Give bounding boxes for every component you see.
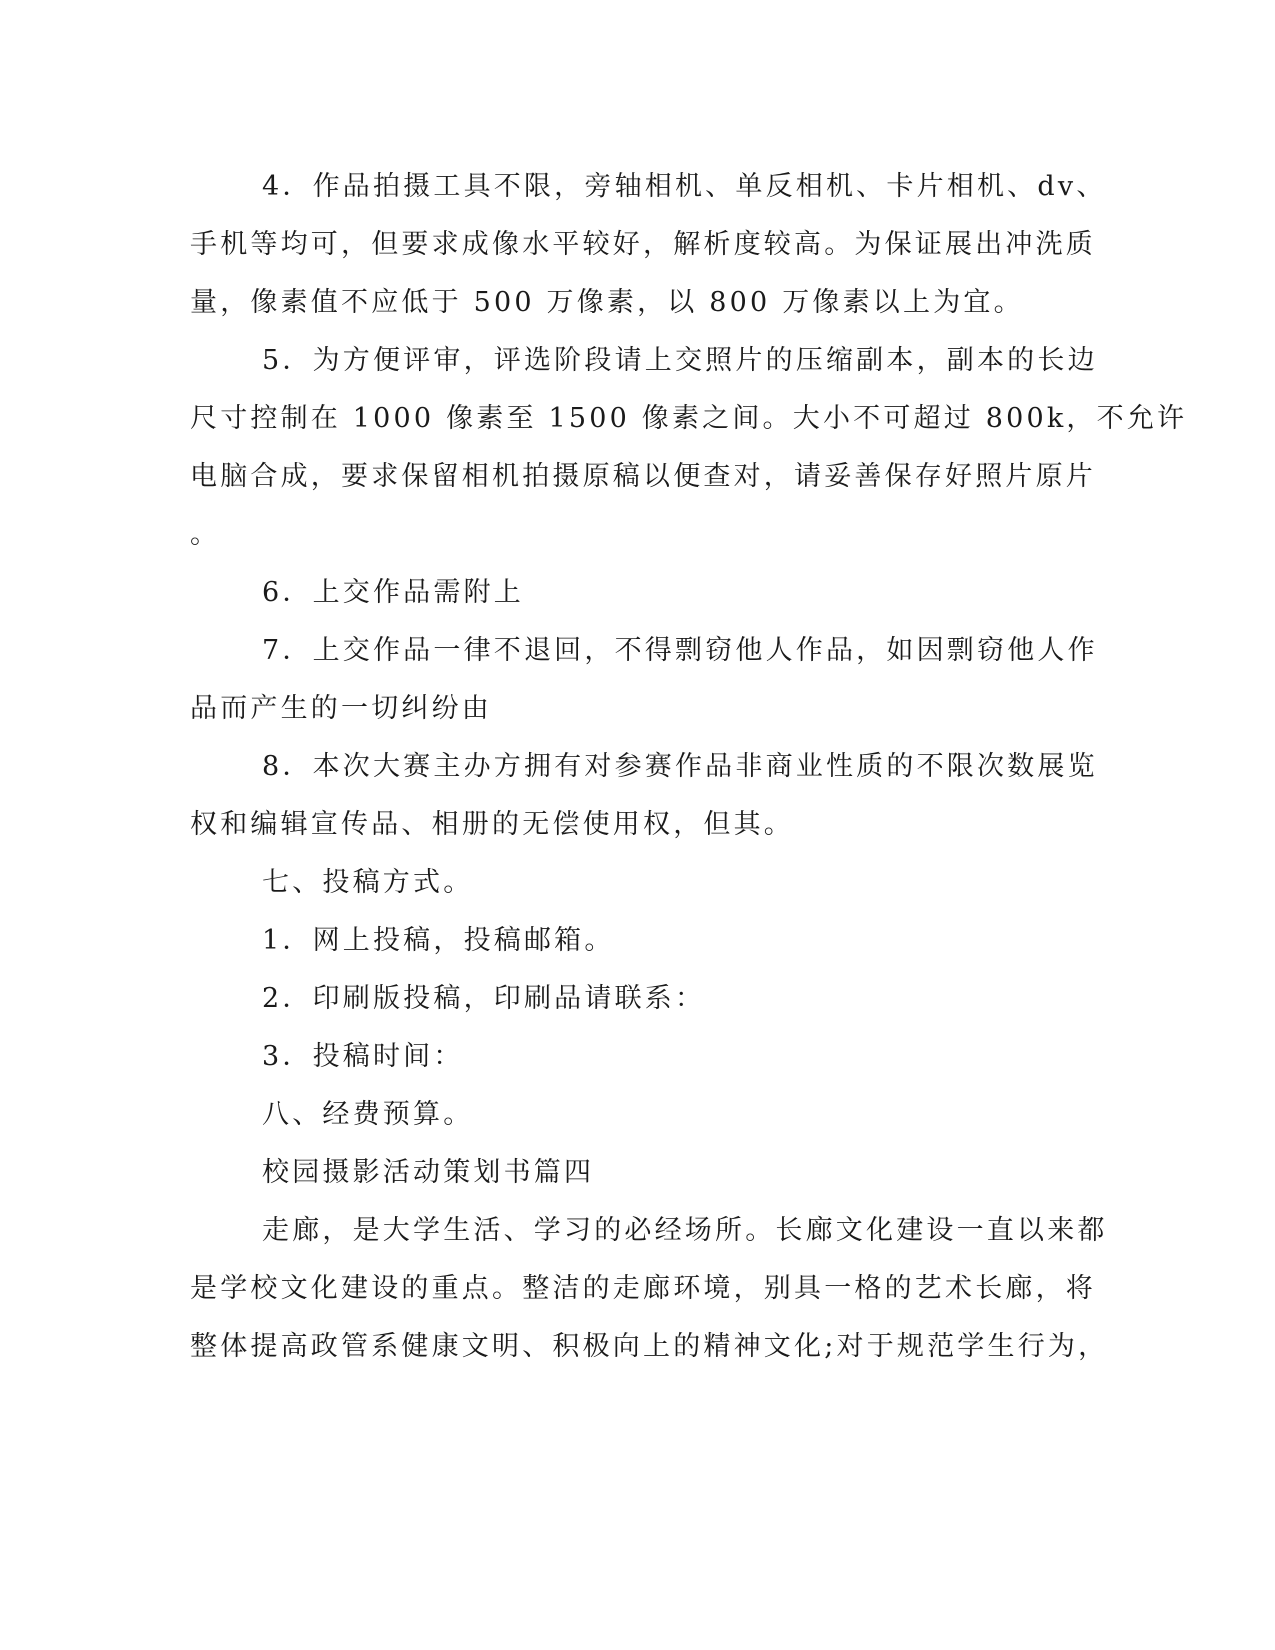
paragraph-6: 6．上交作品需附上 (262, 577, 524, 608)
paragraph-5-line-1: 5．为方便评审，评选阶段请上交照片的压缩副本，副本的长边 (262, 345, 1098, 376)
paragraph-8-line-1: 8．本次大赛主办方拥有对参赛作品非商业性质的不限次数展览 (262, 751, 1098, 782)
body-paragraph-line-3: 整体提高政管系健康文明、积极向上的精神文化;对于规范学生行为， (190, 1331, 1109, 1362)
section-heading-7: 七、投稿方式。 (262, 867, 474, 898)
paragraph-4-line-2: 手机等均可，但要求成像水平较好，解析度较高。为保证展出冲洗质 (190, 229, 1096, 260)
paragraph-5-line-3: 电脑合成，要求保留相机拍摄原稿以便查对，请妥善保存好照片原片 (190, 461, 1096, 492)
paragraph-4-line-1: 4．作品拍摄工具不限，旁轴相机、单反相机、卡片相机、dv、 (262, 171, 1107, 202)
submission-item-2: 2．印刷版投稿，印刷品请联系： (262, 983, 706, 1014)
paragraph-7-line-1: 7．上交作品一律不退回，不得剽窃他人作品，如因剽窃他人作 (262, 635, 1098, 666)
submission-item-1: 1．网上投稿，投稿邮箱。 (262, 925, 615, 956)
submission-item-3: 3．投稿时间： (262, 1041, 464, 1072)
section-heading-8: 八、经费预算。 (262, 1099, 474, 1130)
paragraph-4-line-3: 量，像素值不应低于 500 万像素，以 800 万像素以上为宜。 (190, 287, 1024, 318)
paragraph-5-line-4: 。 (190, 519, 221, 550)
paragraph-7-line-2: 品而产生的一切纠纷由 (190, 693, 492, 724)
paragraph-8-line-2: 权和编辑宣传品、相册的无偿使用权，但其。 (190, 809, 794, 840)
body-paragraph-line-1: 走廊，是大学生活、学习的必经场所。长廊文化建设一直以来都 (262, 1215, 1108, 1246)
article-title: 校园摄影活动策划书篇四 (262, 1157, 595, 1188)
paragraph-5-line-2: 尺寸控制在 1000 像素至 1500 像素之间。大小不可超过 800k，不允许 (190, 403, 1188, 434)
body-paragraph-line-2: 是学校文化建设的重点。整洁的走廊环境，别具一格的艺术长廊，将 (190, 1273, 1096, 1304)
